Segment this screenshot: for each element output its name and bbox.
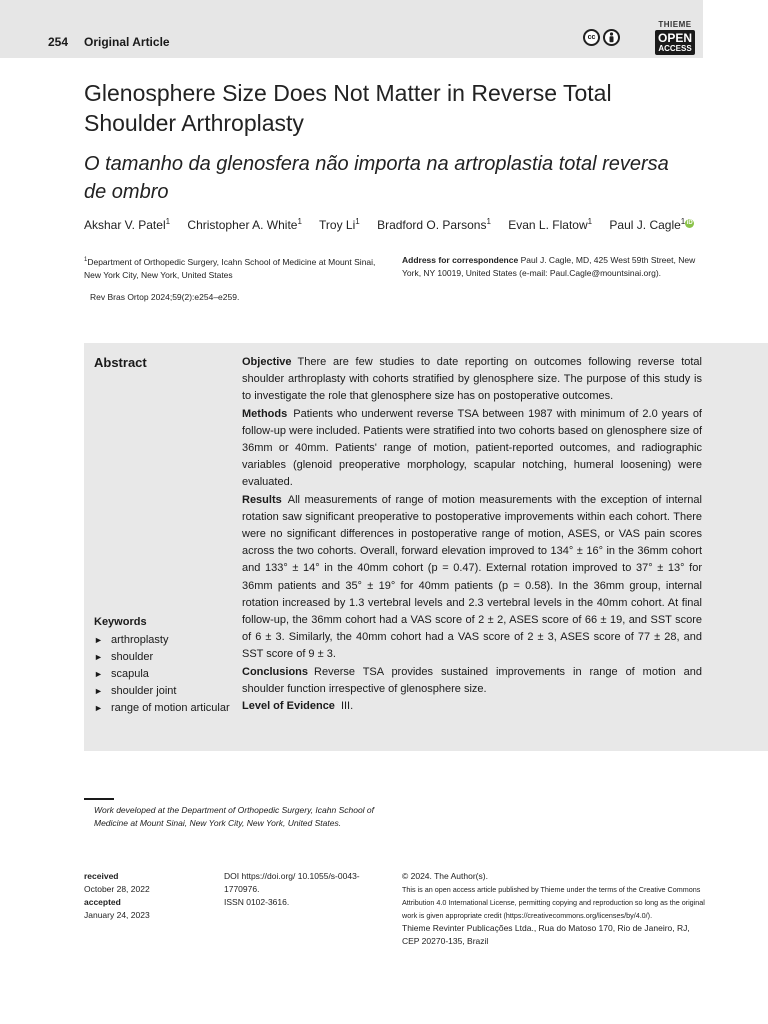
- footnote-divider: [84, 798, 114, 800]
- abstract-heading: Abstract: [94, 355, 147, 370]
- author: Akshar V. Patel$^1$: [84, 217, 171, 232]
- logo-open-text: OPEN: [657, 31, 692, 45]
- doi-block: DOI https://doi.org/ 10.1055/s-0043-1770976. ISSN 0102-3616.: [224, 871, 360, 907]
- article-title-pt: O tamanho da glenosfera não importa na artroplastia total reversa de ombro: [84, 153, 669, 203]
- keyword-item: ► scapula: [94, 666, 234, 683]
- footnote: Work developed at the Department of Orthopedic Surgery, Icahn School of Medicine at Mount Sinai, New York City, New York, United States.: [94, 805, 375, 828]
- keyword-item: ► shoulder joint: [94, 683, 234, 700]
- affiliation: $^1$Department of Orthopedic Surgery, Icahn School of Medicine at Mount Sinai, New York City, New York, United States: [84, 256, 376, 280]
- logo-open-access: [655, 30, 695, 55]
- author: Bradford O. Parsons$^1$: [377, 217, 491, 232]
- author: Troy Li$^1$: [319, 217, 360, 232]
- keyword-item: ► shoulder: [94, 649, 234, 666]
- logo-access-text: ACCESS: [658, 44, 692, 53]
- by-icon: [603, 29, 620, 46]
- abstract-methods: Methods Patients who underwent reverse TSA between 1987 with minimum of 2.0 years of follow-up were included. Patients were stratified into two cohorts based on glenosphere size of 36mm or 40mm. Patients' range of motion, patient-reported outcomes, and radiographic variables (glenoid preoperative morphology, scapular notching, humeral loosening) were evaluated.: [242, 407, 702, 489]
- author: Paul J. Cagle$^1$ iD: [609, 217, 693, 232]
- keyword-item: ► arthroplasty: [94, 632, 234, 649]
- license-text: This is an open access article published by Thieme under the terms of the Creative Commons Attribution 4.0 International License, permitting copying and reproduction so long as the original work is given appropriate credit (https://creativecommons.org/licenses/by/4.0/).: [402, 885, 705, 920]
- keywords-list: [94, 632, 234, 717]
- author: Evan L. Flatow$^1$: [508, 217, 593, 232]
- section-label: Original Article: [84, 35, 170, 49]
- citation: Rev Bras Ortop 2024;59(2):e254–e259.: [90, 292, 240, 302]
- keyword-item: ► range of motion articular: [94, 700, 234, 717]
- abstract-objective: Objective There are few studies to date reporting on outcomes following reverse total shoulder arthroplasty with cohorts stratified by glenosphere size. The purpose of this study is to investigate the role that glenosphere size has on postoperative outcomes.: [242, 356, 702, 403]
- license-badges: [583, 29, 620, 46]
- author: Christopher A. White$^1$: [187, 217, 302, 232]
- abstract-level-of-evidence: Level of Evidence III.: [242, 700, 354, 713]
- cc-icon: cc: [583, 29, 600, 46]
- publisher-address: Thieme Revinter Publicações Ltda., Rua do Matoso 170, Rio de Janeiro, RJ, CEP 20270-135, Brazil: [402, 923, 690, 946]
- abstract-box: [84, 343, 768, 751]
- orcid-icon[interactable]: iD: [686, 220, 693, 226]
- keywords-heading: Keywords: [94, 616, 147, 628]
- article-dates: received October 28, 2022 accepted January 24, 2023: [84, 871, 150, 920]
- abstract-results: Results All measurements of range of motion measurements with the exception of internal rotation saw significant preoperative to postoperative improvements within each cohort. There were no significant differences in postoperative range of motion, ASES, or VAS pain scores across the two cohorts. Overall, forward elevation improved to 134° ± 16° in the 36mm cohort and 133° ± 14° in the 40mm cohort (p = 0.47). External rotation improved to 37° ± 13° for 36mm patients and 35° ± 19° for 40mm patients (p = 0.58). In the 36mm group, internal rotation increased by 1.3 vertebral levels and 2.3 vertebral levels in the 40mm cohort. At final follow-up, the 36mm cohort had a VAS score of 2 ± 2, ASES score of 66 ± 19, and SST score of 6 ± 3. Similarly, the 40mm cohort had a VAS score of 2 ± 3, ASES score of 77 ± 28, and SST score of 9 ± 3.: [242, 493, 702, 661]
- page-number: 254: [48, 35, 69, 49]
- abstract-text: [242, 354, 702, 715]
- article-title-en: Glenosphere Size Does Not Matter in Reverse Total Shoulder Arthroplasty: [84, 80, 612, 136]
- correspondence: Address for correspondence Paul J. Cagle, MD, 425 West 59th Street, New York, NY 10019, United States (e-mail: Paul.Cagle@mountsinai.org).: [402, 255, 696, 278]
- thieme-open-access-logo: [655, 20, 695, 55]
- license-block: [402, 870, 708, 948]
- copyright: © 2024. The Author(s).: [402, 871, 488, 881]
- author-list: [84, 217, 694, 232]
- logo-thieme-text: THIEME: [658, 20, 692, 29]
- abstract-conclusions: Conclusions Reverse TSA provides sustained improvements in range of motion and shoulder function irrespective of glenosphere size.: [242, 665, 702, 695]
- doi-link[interactable]: https://doi.org/ 10.1055/s-0043-1770976.: [224, 871, 360, 894]
